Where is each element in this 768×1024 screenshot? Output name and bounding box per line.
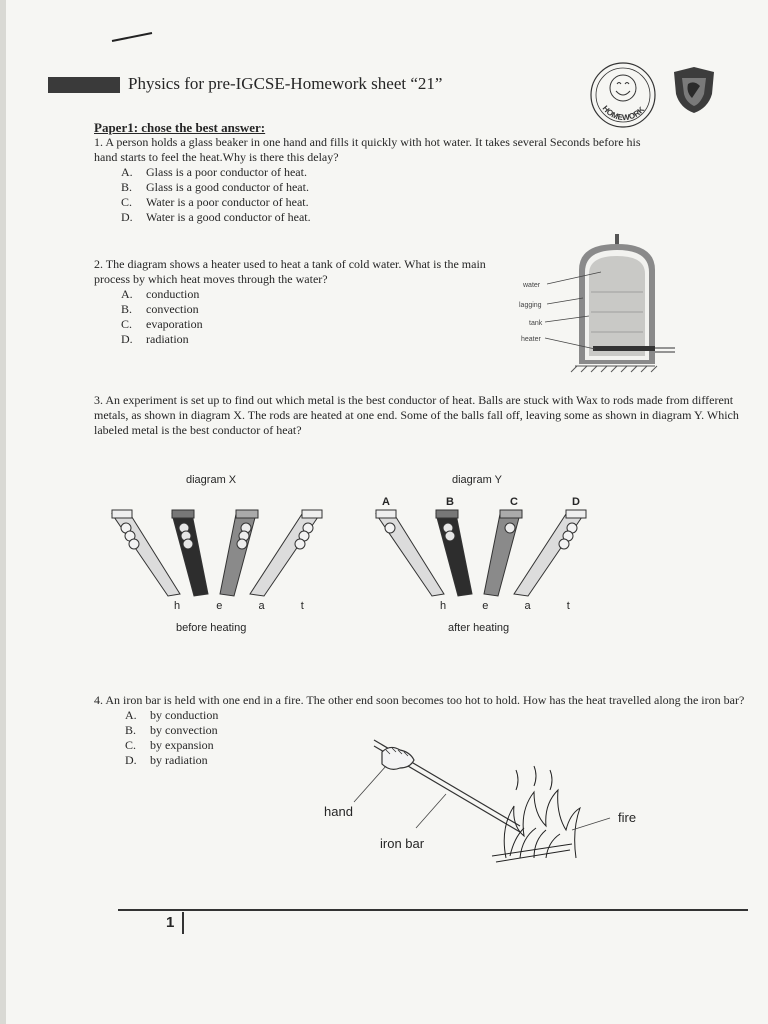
rod-label-d: D <box>572 496 580 508</box>
question-1-options <box>94 165 654 225</box>
question-1 <box>94 135 654 225</box>
question-2-options <box>94 287 494 347</box>
label-fire: fire <box>618 810 637 825</box>
question-number: 2. <box>94 257 103 271</box>
diagram-y-rods <box>372 506 592 602</box>
homework-smiley-seal <box>588 60 658 130</box>
label-iron-bar: iron bar <box>380 836 425 851</box>
diagram-x-title: diagram X <box>186 474 237 486</box>
question-number: 4. <box>94 693 103 707</box>
option-b: B. by convection <box>125 723 218 737</box>
question-text: An iron bar is held with one end in a fire. The other end soon becomes too hot to hold. How has the heat travelled along the iron bar? <box>105 693 745 707</box>
question-2 <box>94 257 494 347</box>
diagram-y-caption: after heating <box>448 622 510 634</box>
paper-heading: Paper1: chose the best answer: <box>94 120 266 135</box>
question-text: The diagram shows a heater used to heat a tank of cold water. What is the main process by which heat moves through the water? <box>94 257 486 286</box>
option-c: C. by expansion <box>125 738 214 752</box>
title-bar <box>48 77 120 93</box>
option-c: C. evaporation <box>121 317 203 331</box>
option-d: D. by radiation <box>125 753 208 767</box>
page-title: Physics for pre-IGCSE-Homework sheet “21” <box>128 74 443 93</box>
option-d: D. radiation <box>121 332 189 346</box>
question-text: An experiment is set up to find out which metal is the best conductor of heat. Balls are stuck with Wax to rods made from different metals, as shown in diagram X. The rods are heated at one end. Some of the balls fall off, leaving some as shown in diagram Y. Which labeled metal is the best conductor of heat? <box>94 393 739 437</box>
page-number: 1 <box>166 914 175 931</box>
option-a: A. Glass is a poor conductor of heat. <box>121 165 307 179</box>
page-number-bar <box>182 912 184 934</box>
question-number: 3. <box>94 393 103 407</box>
label-water: water <box>523 282 541 289</box>
diagram-x-rods <box>108 506 328 602</box>
diagram-x-heat-label: h e a t <box>174 600 314 612</box>
seal-text: HOMEWORK <box>600 103 647 123</box>
option-b: B. Glass is a good conductor of heat. <box>121 180 309 194</box>
pen-mark <box>110 30 154 44</box>
option-a: A. by conduction <box>125 708 219 722</box>
option-a: A. conduction <box>121 287 200 301</box>
question-number: 1. <box>94 135 103 149</box>
diagram-x-caption: before heating <box>176 622 247 634</box>
question-3 <box>94 393 754 438</box>
question-2-stem <box>94 257 494 287</box>
rod-label-c: C <box>510 496 518 508</box>
tank-heater-diagram <box>505 232 695 374</box>
school-crest-icon <box>668 64 720 116</box>
option-c: C. Water is a poor conductor of heat. <box>121 195 309 209</box>
option-d: D. Water is a good conductor of heat. <box>121 210 311 224</box>
rod-label-a: A <box>382 496 390 508</box>
diagram-y-heat-label: h e a t <box>440 600 580 612</box>
diagram-y-title: diagram Y <box>452 474 502 486</box>
question-1-stem <box>94 135 654 165</box>
question-text: A person holds a glass beaker in one hand and fills it quickly with hot water. It takes several Seconds before his hand starts to feel the heat.Why is there this delay? <box>94 135 641 164</box>
option-b: B. convection <box>121 302 199 316</box>
scan-edge <box>0 0 6 1024</box>
label-hand: hand <box>324 804 353 819</box>
iron-bar-fire-diagram <box>320 730 660 870</box>
footer-rule <box>118 909 748 911</box>
question-4-stem <box>94 693 754 708</box>
label-lagging: lagging <box>519 302 542 309</box>
svg-text:HOMEWORK <box>601 104 647 122</box>
rod-label-b: B <box>446 496 454 508</box>
label-heater: heater <box>521 336 541 343</box>
label-tank: tank <box>529 320 543 327</box>
